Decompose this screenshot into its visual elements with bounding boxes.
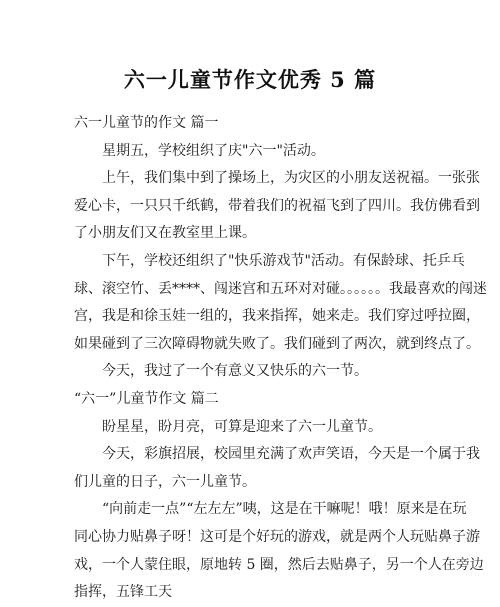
paragraph-line: 今天，我过了一个有意义又快乐的六一节。 (102, 363, 368, 380)
paragraph-line: 戏，一个人蒙住眼，原地转 5 圈，然后去贴鼻子，另一个人在旁边 (74, 556, 484, 573)
paragraph-line: 指挥，五锋工天 (74, 584, 172, 601)
paragraph-line: 盼星星，盼月亮，可算是迎来了六一儿童节。 (102, 418, 382, 435)
paragraph-line: 了小朋友们又在教室里上课。 (74, 225, 256, 242)
document-body (74, 110, 487, 607)
paragraph-line: 星期五，学校组织了庆"六一"活动。 (102, 142, 325, 159)
paragraph-line: 宫，我是和徐玉娃一组的，我来指挥，她来走。我们穿过呼拉圈， (74, 308, 480, 325)
paragraph-line: 同心协力贴鼻子呀！这可是个好玩的游戏，就是两个人玩贴鼻子游 (74, 528, 480, 545)
section-heading: “六一”儿童节作文 篇二 (74, 390, 219, 407)
paragraph-line: 下午，学校还组织了"快乐游戏节"活动。有保龄球、托乒乓 (102, 252, 465, 269)
paragraph-line: 球、滚空竹、丢****、闯迷宫和五环对对碰。。。。。。我最喜欢的闯迷 (74, 280, 487, 297)
document-title: 六一儿童节作文优秀 5 篇 (123, 67, 377, 92)
paragraph-line: 如果碰到了三次障碍物就失败了。我们碰到了两次，就到终点了。 (74, 335, 480, 352)
paragraph-line: 今天，彩旗招展，校园里充满了欢声笑语，今天是一个属于我 (102, 446, 480, 463)
paragraph-line: 们儿童的日子，六一儿童节。 (74, 473, 256, 490)
paragraph-line: 爱心卡，一只只千纸鹤，带着我们的祝福飞到了四川。我仿佛看到 (74, 197, 480, 214)
paragraph-line: “向前走一点”“左左左”咦，这是在干嘛呢！哦！原来是在玩 (102, 501, 467, 518)
paragraph-line: 上午，我们集中到了操场上，为灾区的小朋友送祝福。一张张 (102, 170, 480, 187)
section-heading: 六一儿童节的作文 篇一 (74, 115, 219, 131)
